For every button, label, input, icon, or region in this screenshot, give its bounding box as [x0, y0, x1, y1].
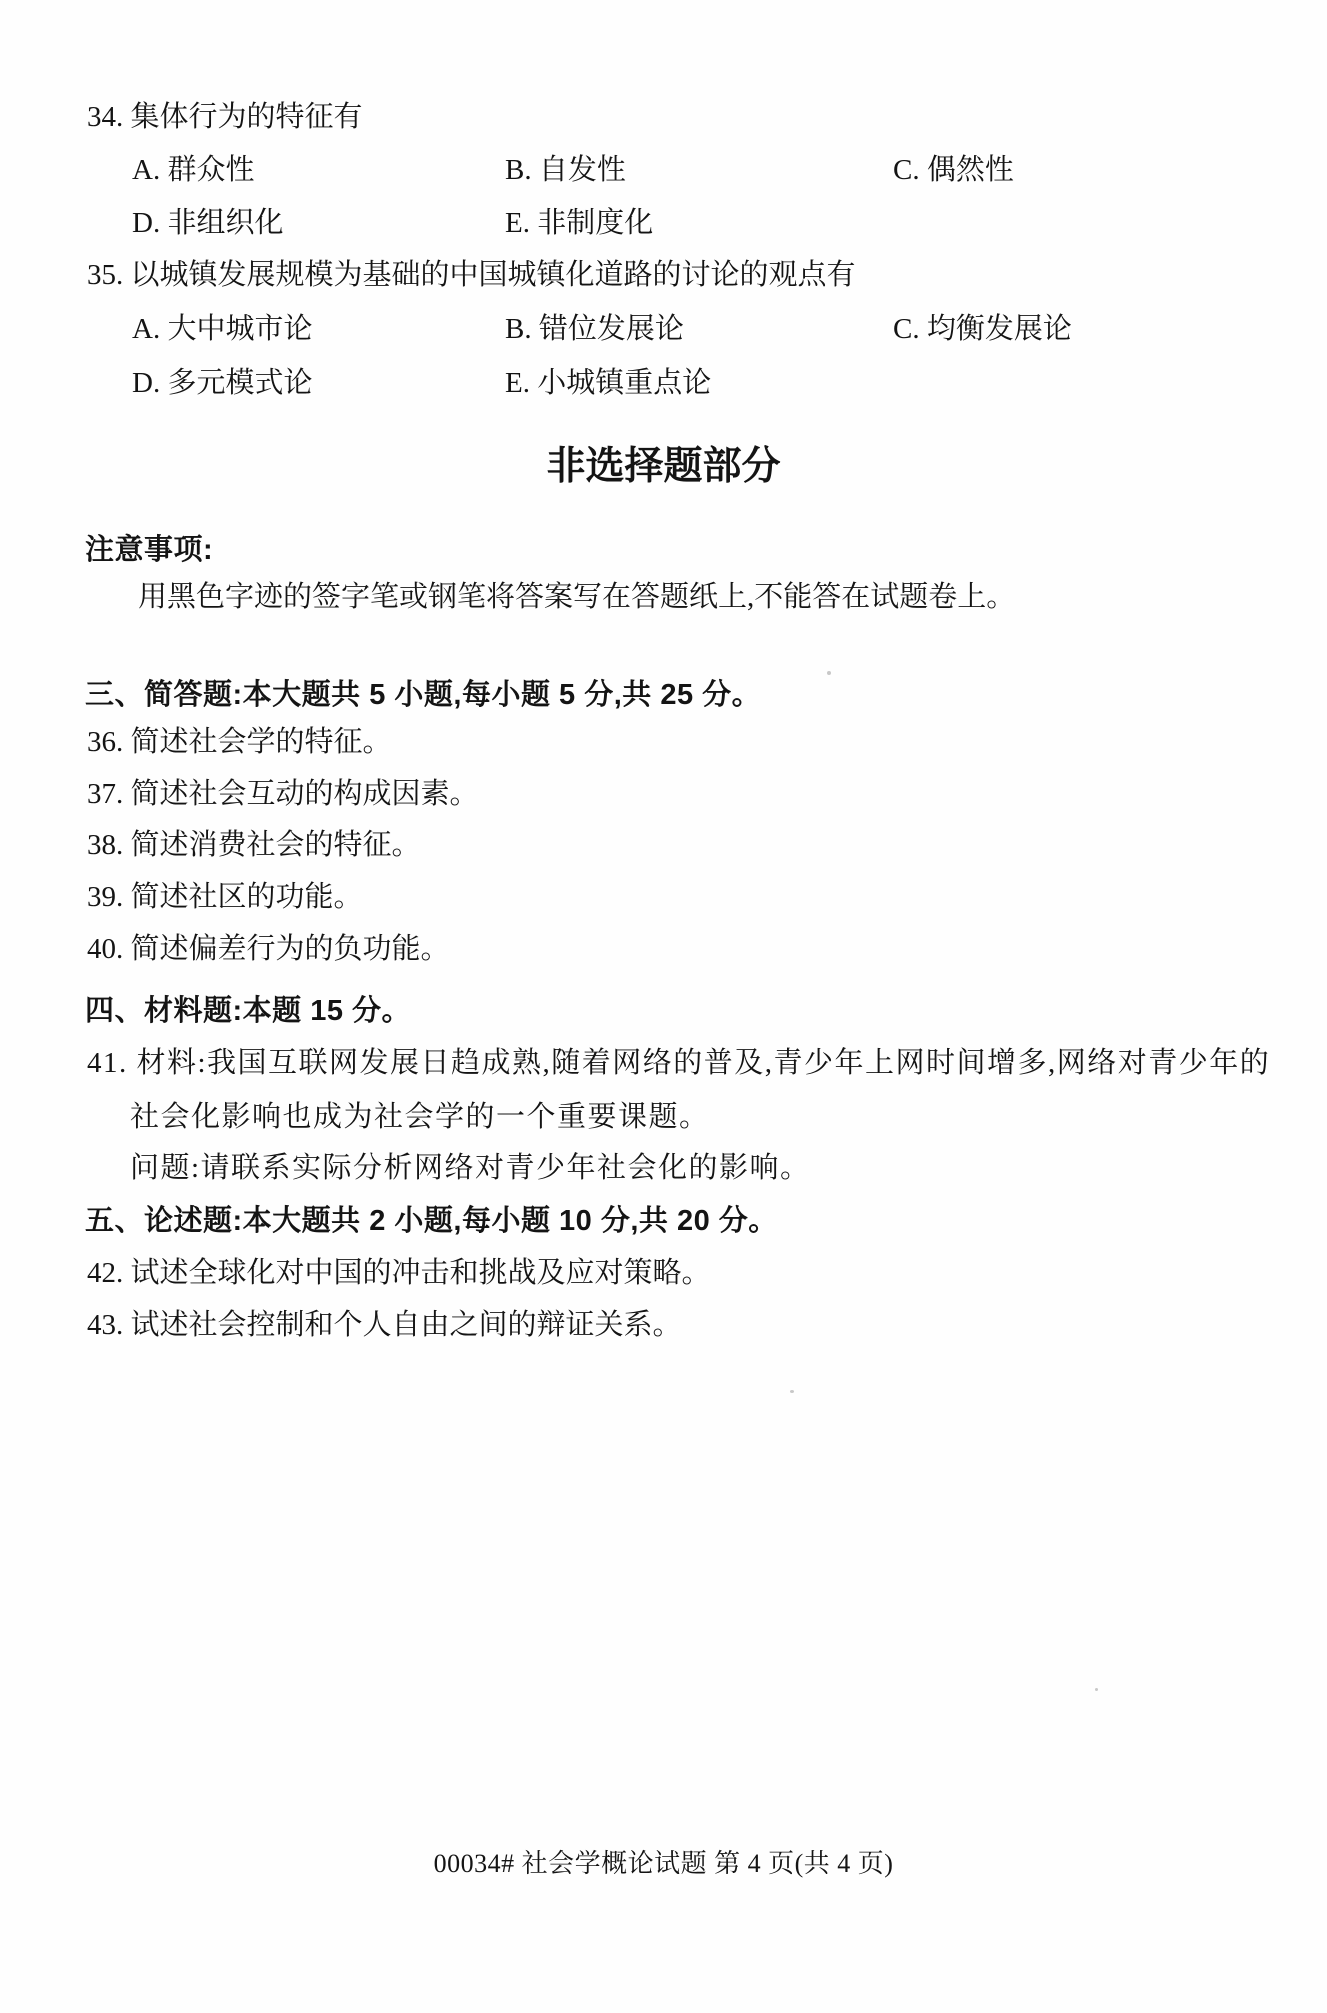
question-38: 38. 简述消费社会的特征。 — [87, 829, 421, 861]
question-41-material-line2: 社会化影响也成为社会学的一个重要课题。 — [130, 1101, 710, 1133]
scan-speck — [790, 1390, 794, 1393]
q34-option-b: B. 自发性 — [505, 154, 626, 186]
question-34-stem: 34. 集体行为的特征有 — [87, 101, 363, 133]
section-five-heading: 五、论述题:本大题共 2 小题,每小题 10 分,共 20 分。 — [85, 1205, 778, 1237]
scan-speck — [827, 671, 831, 675]
question-39: 39. 简述社区的功能。 — [87, 881, 363, 913]
q34-option-a: A. 群众性 — [132, 154, 255, 186]
notes-text: 用黑色字迹的签字笔或钢笔将答案写在答题纸上,不能答在试题卷上。 — [138, 581, 1016, 613]
q35-option-e: E. 小城镇重点论 — [505, 367, 712, 399]
q34-option-e: E. 非制度化 — [505, 207, 654, 239]
question-41-material-line1: 41. 材料:我国互联网发展日趋成熟,随着网络的普及,青少年上网时间增多,网络对青少年的 — [87, 1047, 1271, 1079]
question-35-stem: 35. 以城镇发展规模为基础的中国城镇化道路的讨论的观点有 — [87, 259, 856, 291]
q34-option-c: C. 偶然性 — [893, 154, 1014, 186]
q35-option-b: B. 错位发展论 — [505, 313, 684, 345]
q35-option-a: A. 大中城市论 — [132, 313, 313, 345]
question-43: 43. 试述社会控制和个人自由之间的辩证关系。 — [87, 1309, 682, 1341]
q35-option-d: D. 多元模式论 — [132, 367, 313, 399]
question-42: 42. 试述全球化对中国的冲击和挑战及应对策略。 — [87, 1257, 711, 1289]
question-37: 37. 简述社会互动的构成因素。 — [87, 778, 479, 810]
q35-option-c: C. 均衡发展论 — [893, 313, 1072, 345]
q34-option-d: D. 非组织化 — [132, 207, 284, 239]
question-36: 36. 简述社会学的特征。 — [87, 726, 392, 758]
notes-label: 注意事项: — [85, 534, 214, 566]
section-three-heading: 三、简答题:本大题共 5 小题,每小题 5 分,共 25 分。 — [85, 679, 762, 711]
scan-speck — [1095, 1688, 1098, 1691]
question-40: 40. 简述偏差行为的负功能。 — [87, 933, 450, 965]
section-four-heading: 四、材料题:本题 15 分。 — [85, 995, 412, 1027]
page-footer: 00034# 社会学概论试题 第 4 页(共 4 页) — [433, 1849, 894, 1878]
nonselective-section-heading: 非选择题部分 — [546, 445, 781, 488]
question-41-question-line: 问题:请联系实际分析网络对青少年社会化的影响。 — [130, 1152, 811, 1184]
